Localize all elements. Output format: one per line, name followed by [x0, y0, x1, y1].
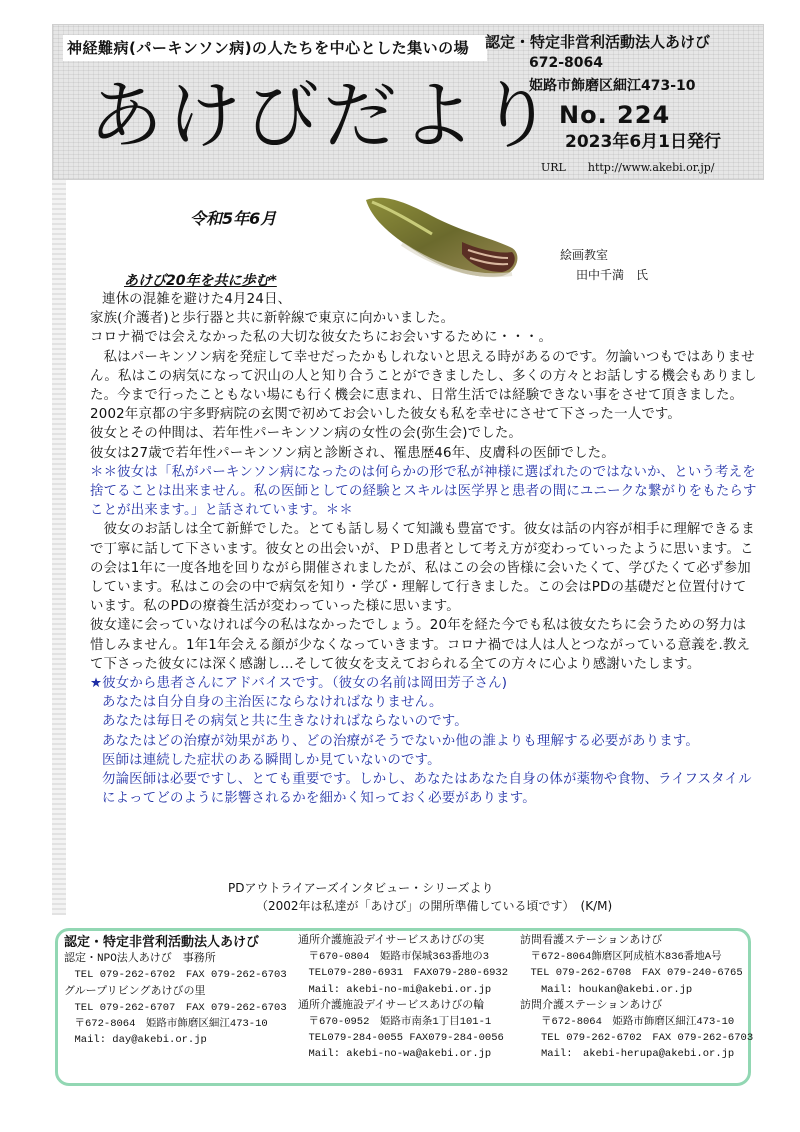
article-paragraph: 2002年京都の宇多野病院の玄関で初めてお会いした彼女も私を幸せにさせて下さった一人です。: [90, 407, 682, 423]
advice-heading: ★彼女から患者さんにアドバイスです。（彼女の名前は岡田芳子さん): [90, 676, 508, 692]
footer-living-email[interactable]: Mail: day@akebi.or.jp: [64, 1034, 207, 1047]
footer-service-address: 〒670-0952 姫路市南条1丁目101-1: [298, 1015, 492, 1028]
org-address: 姫路市飾磨区細江473-10: [529, 78, 696, 94]
masthead-header: [52, 24, 764, 180]
source-note: （2002年は私達が「あけび」の開所準備している頃です） (K/M): [256, 899, 613, 913]
article-paragraph: 家族(介護者)と歩行器と共に新幹線で東京に向かいました。: [90, 311, 455, 327]
footer-service-email[interactable]: Mail: akebi-no-mi@akebi.or.jp: [298, 983, 492, 996]
advice-item: あなたは自分自身の主治医にならなければなりません。: [102, 695, 443, 711]
advice-item: 勿論医師は必要ですし、とても重要です。しかし、あなたはあなた自身の体が薬物や食物、ライフスタイルによってどのように影響されるかを細かく知っておく必要があります。: [102, 772, 752, 807]
footer-station-email[interactable]: Mail: akebi-herupa@akebi.or.jp: [520, 1048, 735, 1061]
website-url[interactable]: URL http://www.akebi.or.jp/: [541, 161, 715, 174]
article-paragraph: 私はパーキンソン病を発症して幸せだったかもしれないと思える時があるのです。勿論いつもではありません。私はこの病気になって沢山の人と知り合うことができましたし、多くの方々とお話しする機会もありました。今まで行ったこともない場にも行く機会に恵まれ、日常生活では経験できない事をさせて頂きました。: [90, 349, 757, 404]
era-date: 令和5年6月: [190, 209, 277, 228]
tagline: 神経難病(パーキンソン病)の人たちを中心とした集いの場: [63, 35, 487, 61]
footer-col-main-office: [64, 935, 287, 1048]
footer-service-phone: TEL079-280-6931 FAX079-280-6932: [298, 967, 509, 980]
decorative-side-stripe: [52, 180, 66, 915]
illustration-caption-artist: 田中千満 氏: [576, 268, 649, 282]
issue-date: 2023年6月1日発行: [565, 132, 721, 152]
quote-paragraph: ＊＊彼女は「私がパーキンソン病になったのは何らかの形で私が神様に選ばれたのではないか、という考えを捨てることは出来ません。私の医師としての経験とスキルは医学界と患者の間にユニークな繋がりをもたらすことが出来ます。」と話されています。＊＊: [90, 464, 757, 519]
footer-org-name: 認定・特定非営利活動法人あけび: [64, 935, 260, 950]
footer-service-phone: TEL079-284-0055 FAX079-284-0056: [298, 1032, 504, 1045]
article-paragraph: 連休の混雑を避けた4月24日、: [102, 292, 292, 307]
article-paragraph: コロナ禍では会えなかった私の大切な彼女たちにお会いするために・・・。: [90, 330, 553, 346]
org-postal-code: 672-8064: [529, 55, 603, 71]
footer-station-phone: TEL 079-262-6708 FAX 079-240-6765: [520, 967, 743, 980]
footer-station-email[interactable]: Mail: houkan@akebi.or.jp: [520, 983, 693, 996]
footer-station-name: 訪問看護ステーションあけび: [520, 935, 663, 947]
article-title: あけび20年を共に歩む*: [124, 273, 277, 289]
footer-service-email[interactable]: Mail: akebi-no-wa@akebi.or.jp: [298, 1048, 492, 1061]
illustration-caption-class: 絵画教室: [560, 248, 609, 262]
advice-item: あなたは毎日その病気と共に生きなければならないのです。: [102, 714, 468, 730]
footer-service-name: 通所介護施設デイサービスあけびの実: [298, 935, 485, 947]
painting-illustration: [362, 192, 530, 282]
footer-service-name: 通所介護施設デイサービスあけびの輪: [298, 999, 485, 1012]
article-paragraph: 彼女とその仲間は、若年性パーキンソン病の女性の会(弥生会)でした。: [90, 426, 523, 442]
source-credit: PDアウトライアーズインタビュー・シリーズより: [228, 881, 494, 895]
article-paragraph: 彼女達に会っていなければ今の私はなかったでしょう。20年を経た今でも私は彼女たちに会うための努力は惜しみません。1年1年会える顔が少なくなっていきます。コロナ禍では人は人とつながっている意義を.教えて下さった彼女には深く感謝し…そして彼女を支えておられる全ての方々に心より感謝いたします。: [90, 618, 751, 672]
footer-service-address: 〒670-0804 姫路市保城363番地の3: [298, 951, 490, 964]
footer-station-address: 〒672-8064 姫路市飾磨区細江473-10: [520, 1015, 735, 1028]
issue-number: No. 224: [559, 101, 671, 129]
footer-col-day-services: [298, 933, 508, 1063]
newsletter-title: あけびだより: [89, 73, 557, 159]
advice-item: 医師は連続した症状のある瞬間しか見ていないのです。: [102, 752, 441, 768]
footer-living-phone: TEL 079-262-6707 FAX 079-262-6703: [64, 1001, 287, 1014]
footer-station-name: 訪問介護ステーションあけび: [520, 999, 663, 1012]
footer-office-phone: TEL 079-262-6702 FAX 079-262-6703: [64, 969, 287, 982]
footer-living-name: グループリビングあけびの里: [64, 985, 206, 998]
contact-footer: [55, 928, 754, 1086]
footer-col-visiting-services: [520, 933, 753, 1063]
footer-station-address: 〒672-8064飾磨区阿成植木836番地A号: [520, 951, 722, 964]
footer-office-name: 認定・NPO法人あけび 事務所: [64, 953, 216, 966]
org-name: 認定・特定非営利活動法人あけび: [485, 33, 711, 51]
advice-item: あなたはどの治療が効果があり、どの治療がそうでないか他の誰よりも理解する必要があります。: [102, 733, 699, 749]
article-paragraph: 彼女のお話しは全て新鮮でした。とても話し易くて知識も豊富です。彼女は話の内容が相手に理解できるまで丁寧に話して下さいます。彼女との出会いが、ＰＤ患者として考え方が変わっていったように思います。この会は1年に一度各地を回りながら開催されましたが、私はこの会の皆様に会いたくて、学びたくて必ず参加しています。私はこの会の中で病気を知り・学び・理解して行きました。この会はPDの基礎だと位置付けています。私のPDの療養生活が変わっていった様に思います。: [90, 522, 755, 615]
footer-station-phone: TEL 079-262-6702 FAX 079-262-6703: [520, 1032, 754, 1045]
article-body: [90, 290, 758, 808]
article-paragraph: 彼女は27歳で若年性パーキンソン病と診断され、罹患歴46年、皮膚科の医師でした。: [90, 445, 615, 461]
footer-living-address: 〒672-8064 姫路市飾磨区細江473-10: [64, 1017, 268, 1030]
